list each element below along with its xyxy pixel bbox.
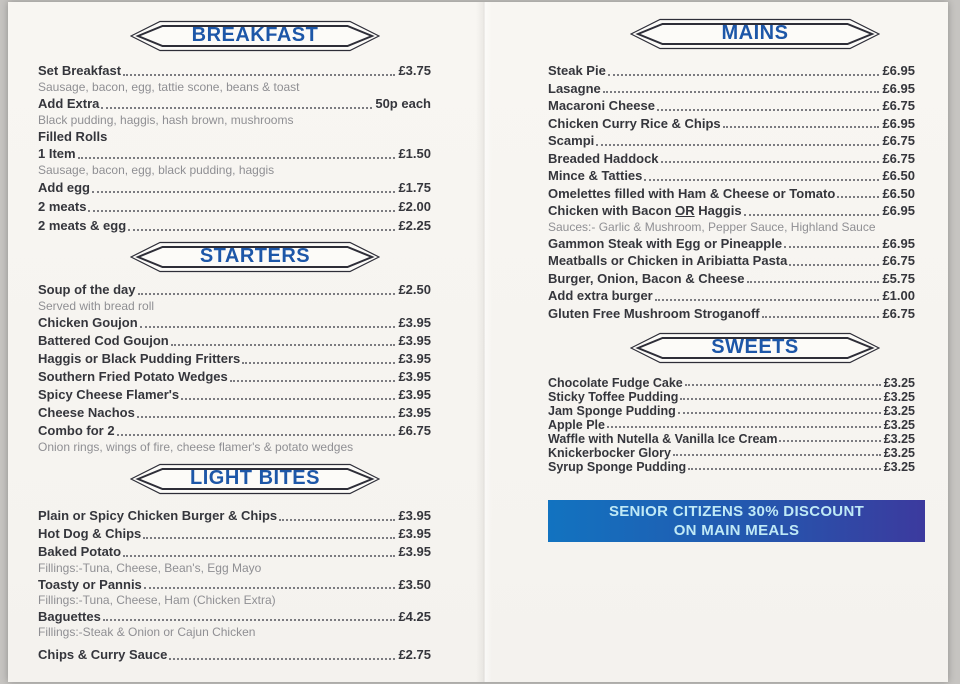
item-name: Chicken Curry Rice & Chips [548,115,721,131]
item-price: £5.75 [882,270,915,286]
item-name: Syrup Sponge Pudding [548,460,687,474]
menu-item [38,386,431,404]
discount-line1: SENIOR CITIZENS 30% DISCOUNT [608,503,865,520]
dotted-leader [137,416,396,418]
menu-item [38,281,431,299]
dotted-leader [661,161,880,163]
item-price: £6.95 [882,63,915,78]
item-name: Steak Pie [548,63,606,78]
item-name-part: Chicken with Bacon [548,203,676,218]
menu-item [548,185,915,203]
dotted-leader [644,179,879,181]
menu-item [548,432,915,446]
dotted-leader [784,246,879,248]
item-name: Hot Dog & Chips [38,526,142,541]
menu-right-page [548,2,915,542]
item-name: Gluten Free Mushroom Stroganoff [548,305,760,321]
item-price: £2.25 [398,218,431,233]
menu-item [38,216,431,235]
dotted-leader [169,658,395,660]
item-name: Soup of the day [38,282,136,297]
mains-list [548,62,915,322]
dotted-leader [789,264,879,266]
item-name: Jam Sponge Pudding [548,404,676,418]
menu-item [38,576,431,593]
item-name: Waffle with Nutella & Vanilla Ice Cream [548,432,778,446]
dotted-leader [680,398,880,400]
item-price: £3.25 [883,376,915,390]
menu-item [38,368,431,386]
menu-item [38,404,431,422]
item-description: Black pudding, haggis, hash brown, mushrooms [38,113,294,127]
dotted-leader [140,326,396,328]
menu-item [38,332,431,350]
item-name: Add Extra [38,96,100,111]
item-price: £3.95 [398,508,431,523]
item-name: Apple Ple [548,418,605,432]
discount-line2: ON MAIN MEALS [673,522,800,539]
menu-sheet [8,2,948,682]
item-name [548,202,742,220]
dotted-leader [92,191,395,193]
menu-item [38,145,431,163]
item-description: Fillings:-Steak & Onion or Cajun Chicken [38,625,256,639]
dotted-leader [123,555,395,557]
menu-left-page [38,2,431,664]
item-name: Macaroni Cheese [548,98,655,113]
item-name: Haggis or Black Pudding Fritters [38,351,241,366]
item-name: Set Breakfast [38,63,122,78]
menu-item [38,314,431,332]
discount-banner [548,500,925,542]
item-name: Cheese Nachos [38,405,135,420]
dotted-leader [837,196,879,198]
dotted-leader [655,299,880,301]
item-name: Lasagne [548,80,601,96]
item-name: 2 meats & egg [38,218,127,233]
menu-item [548,460,915,474]
item-name: Meatballs or Chicken in Aribiatta Pasta [548,253,788,268]
item-name: 2 meats [38,199,87,214]
menu-subheading [38,128,431,145]
section-title: BREAKFAST [191,24,319,46]
item-price: £6.75 [882,305,915,321]
dotted-leader [230,380,396,382]
menu-item [548,235,915,253]
menu-item [548,150,915,168]
section-header-starters [130,241,380,273]
dotted-leader [596,144,879,146]
item-price: £3.25 [883,460,915,474]
dotted-leader [123,74,395,76]
item-price: 50p each [375,96,431,111]
dotted-leader [138,293,396,295]
item-name: Chocolate Fudge Cake [548,376,683,390]
menu-item [38,507,431,525]
menu-item [38,95,431,113]
item-name: Burger, Onion, Bacon & Cheese [548,270,745,286]
menu-item [548,446,915,460]
menu-item [548,62,915,80]
item-price: £3.95 [398,351,431,366]
menu-item [548,167,915,185]
dotted-leader [685,384,881,386]
item-description: Fillings:-Tuna, Cheese, Ham (Chicken Extra) [38,593,276,607]
dotted-leader [279,519,395,521]
item-name: Chips & Curry Sauce [38,647,168,662]
menu-item [548,418,915,432]
dotted-leader [78,157,396,159]
section-header-sweets [630,332,880,364]
menu-item [38,350,431,368]
item-name: Sticky Toffee Pudding [548,390,679,404]
menu-item [548,404,915,418]
item-name: Scampi [548,133,595,148]
item-price: £3.75 [398,63,431,78]
item-price: £6.75 [882,253,915,268]
item-name: Chicken Goujon [38,315,138,330]
sweets-list [548,376,915,474]
dotted-leader [181,398,395,400]
item-price: £1.00 [882,288,915,303]
menu-item [548,287,915,305]
item-name: Add extra burger [548,288,653,303]
light-bites-list [38,507,431,664]
item-price: £6.50 [882,168,915,183]
item-description: Onion rings, wings of fire, cheese flamer's & potato wedges [38,440,354,454]
item-price: £3.95 [398,405,431,420]
item-name: Combo for 2 [38,423,115,438]
item-price: £6.95 [882,203,915,218]
dotted-leader [171,344,396,346]
item-name: Battered Cod Goujon [38,333,169,348]
item-price: £3.95 [398,369,431,384]
item-name: 1 Item [38,146,76,161]
menu-item [548,270,915,288]
dotted-leader [688,468,881,470]
dotted-leader [678,412,881,414]
menu-item [38,422,431,440]
menu-item [38,197,431,216]
menu-item [548,132,915,150]
dotted-leader [101,107,372,109]
item-name-underlined: OR [675,203,695,218]
item-name: Baguettes [38,609,101,624]
dotted-leader [779,440,880,442]
item-price: £3.95 [398,333,431,348]
menu-item [548,376,915,390]
item-price: £2.75 [398,647,431,662]
item-name: Baked Potato [38,544,122,559]
dotted-leader [608,74,880,76]
dotted-leader [762,316,880,318]
item-price: £3.50 [398,577,431,592]
menu-item [548,390,915,404]
dotted-leader [673,454,881,456]
section-header-light-bites [130,463,380,495]
dotted-leader [88,210,395,212]
dotted-leader [103,619,396,621]
section-title: LIGHT BITES [190,467,320,489]
menu-item [548,97,915,115]
item-price: £2.00 [398,199,431,214]
item-name: Add egg [38,180,90,195]
menu-item [548,202,915,220]
item-price: £3.95 [398,387,431,402]
item-price: £3.95 [398,544,431,559]
menu-item [548,305,915,323]
item-name: Mince & Tatties [548,168,643,183]
item-price: £6.50 [882,185,915,201]
menu-item [548,115,915,133]
item-price: £6.75 [882,133,915,148]
section-title: STARTERS [199,245,311,267]
item-name: Omelettes filled with Ham & Cheese or Tomato [548,185,836,201]
dotted-leader [603,91,880,93]
breakfast-list [38,62,431,235]
section-title: MAINS [721,22,789,44]
section-header-breakfast [130,20,380,52]
dotted-leader [143,537,395,539]
item-price: £6.75 [398,423,431,438]
menu-item [38,646,431,664]
item-price: £3.95 [398,315,431,330]
item-price: £1.75 [398,180,431,195]
item-name: Spicy Cheese Flamer's [38,387,180,402]
dotted-leader [242,362,395,364]
menu-item [548,252,915,270]
item-price: £3.25 [883,404,915,418]
item-name: Filled Rolls [38,129,108,144]
dotted-leader [657,109,880,111]
item-price: £3.25 [883,432,915,446]
page-fold-line [476,2,492,682]
item-name: Toasty or Pannis [38,577,142,592]
dotted-leader [607,426,881,428]
menu-item [548,80,915,98]
menu-item [38,543,431,561]
item-price: £3.95 [398,526,431,541]
item-description: Served with bread roll [38,299,155,313]
menu-item [38,525,431,543]
menu-item [38,608,431,625]
section-header-mains [630,18,880,50]
dotted-leader [128,229,395,231]
item-description: Sausage, bacon, egg, black pudding, haggis [38,163,275,177]
dotted-leader [747,281,880,283]
starters-list [38,281,431,455]
item-price: £1.50 [398,146,431,161]
item-price: £3.25 [883,390,915,404]
item-name: Southern Fried Potato Wedges [38,369,228,384]
item-price: £3.25 [883,418,915,432]
item-description: Fillings:-Tuna, Cheese, Bean's, Egg Mayo [38,561,262,575]
item-price: £6.95 [882,80,915,96]
dotted-leader [744,214,880,216]
menu-item [38,62,431,80]
item-price: £4.25 [398,609,431,624]
item-name: Breaded Haddock [548,150,659,166]
dotted-leader [723,126,880,128]
dotted-leader [117,434,396,436]
item-description: Sausage, bacon, egg, tattie scone, beans & toast [38,80,300,94]
menu-item [38,178,431,197]
item-name: Plain or Spicy Chicken Burger & Chips [38,508,278,523]
item-description: Sauces:- Garlic & Mushroom, Pepper Sauce, Highland Sauce [548,219,876,234]
item-name: Gammon Steak with Egg or Pineapple [548,235,783,251]
dotted-leader [144,587,396,589]
item-price: £6.75 [882,98,915,113]
item-name-part: Haggis [694,203,742,218]
item-price: £3.25 [883,446,915,460]
item-name: Knickerbocker Glory [548,446,671,460]
item-price: £2.50 [398,282,431,297]
item-price: £6.95 [882,115,915,131]
item-price: £6.95 [882,235,915,251]
section-title: SWEETS [711,336,799,358]
item-price: £6.75 [882,150,915,166]
